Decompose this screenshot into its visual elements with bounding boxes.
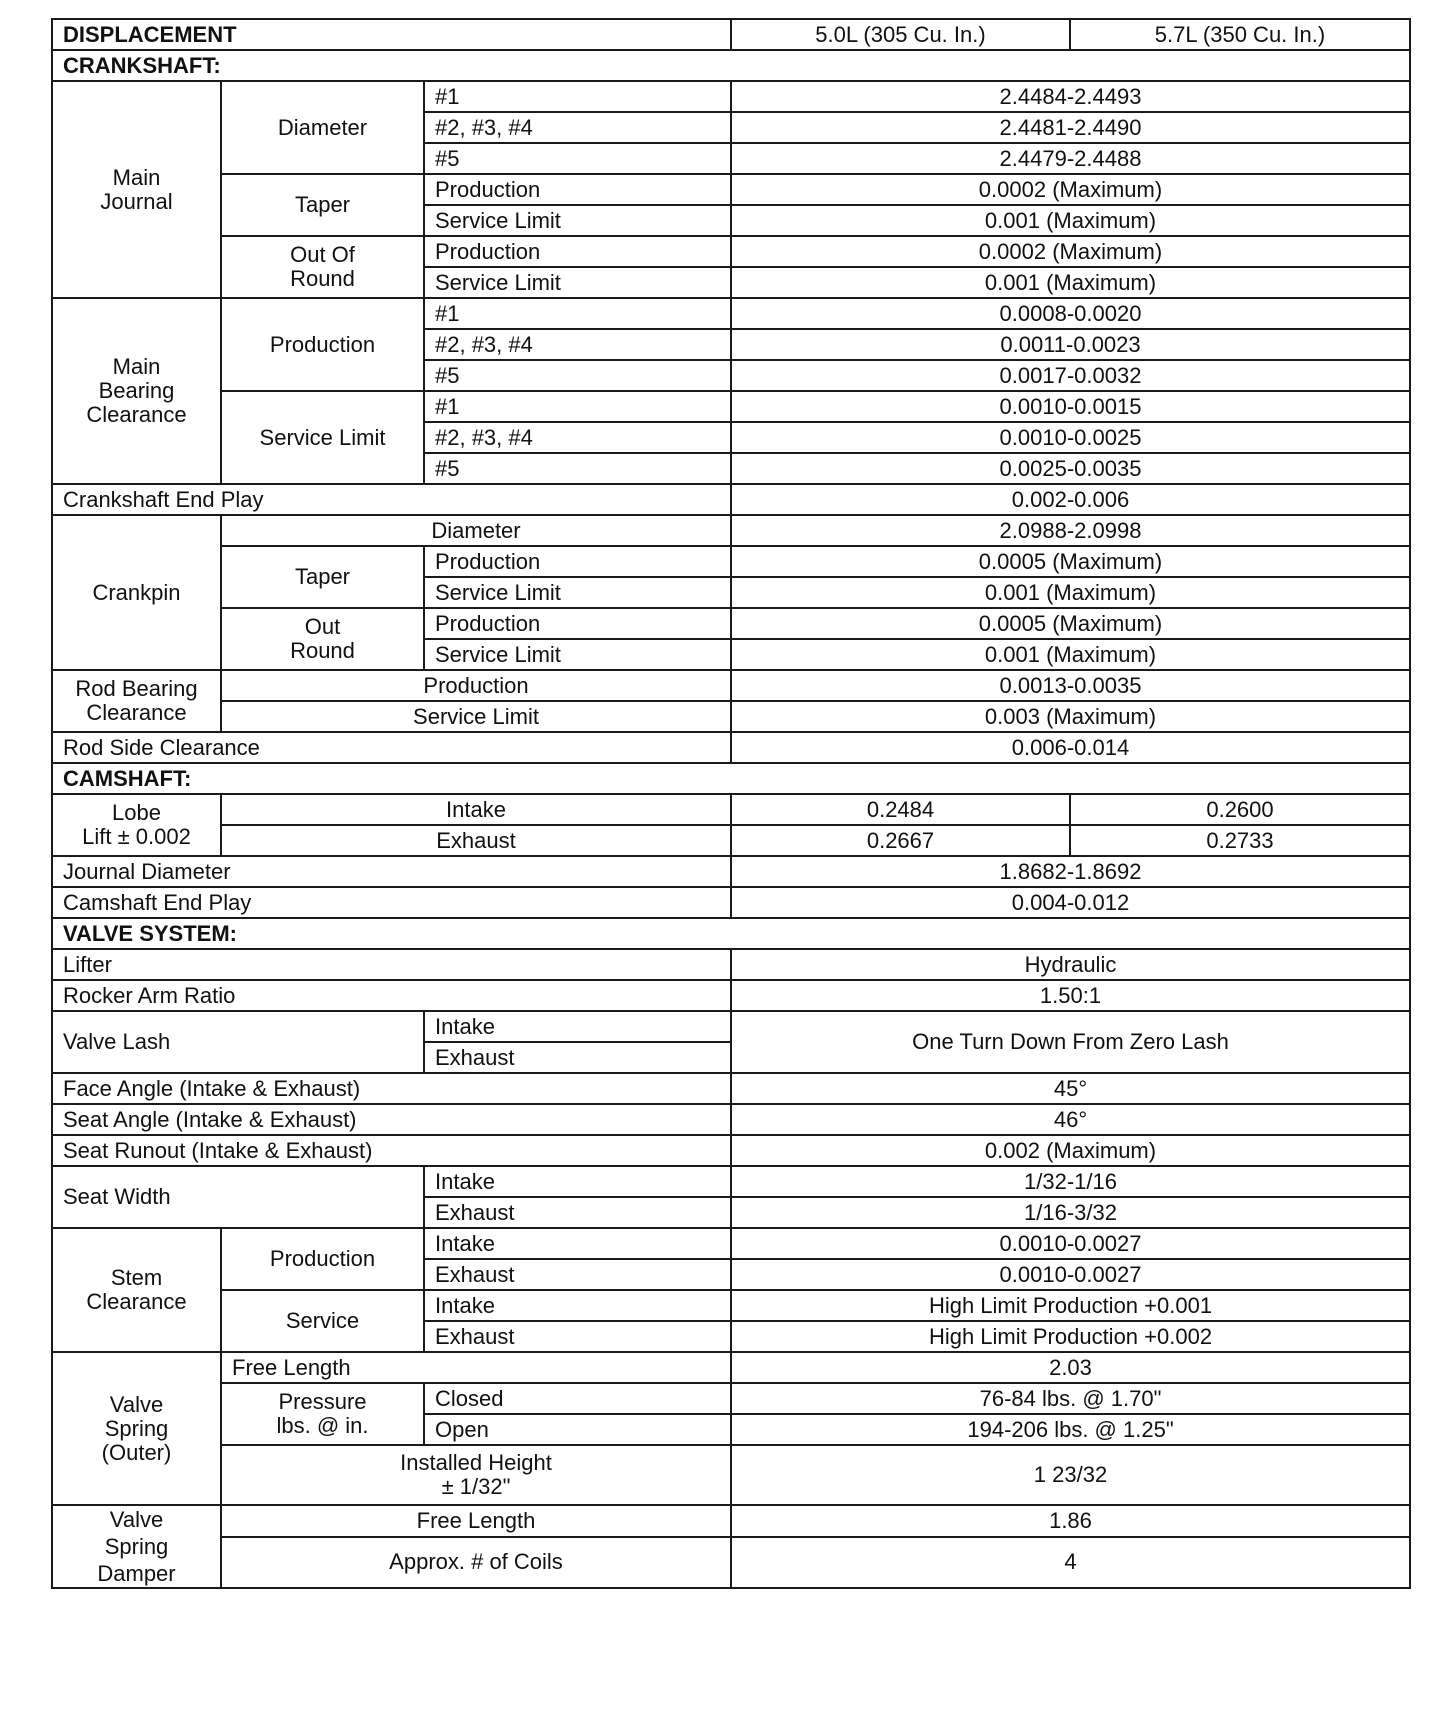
spec-value: 0.004-0.012 (731, 887, 1410, 918)
sub-label: #1 (424, 298, 731, 329)
spec-value: 46° (731, 1104, 1410, 1135)
sub-label: #5 (424, 453, 731, 484)
spec-value: 0.0017-0.0032 (731, 360, 1410, 391)
sub-label: #2, #3, #4 (424, 112, 731, 143)
table-row (52, 1135, 1410, 1166)
rod-side-clearance-label: Rod Side Clearance (52, 732, 731, 763)
crankpin-diameter-label: Diameter (221, 515, 731, 546)
crankpin-taper-label: Taper (221, 546, 424, 608)
spec-value: 76-84 lbs. @ 1.70" (731, 1383, 1410, 1414)
spec-value: 0.0010-0.0027 (731, 1259, 1410, 1290)
section-title-camshaft: CAMSHAFT: (52, 763, 1410, 794)
sub-label: #1 (424, 81, 731, 112)
table-row (52, 980, 1410, 1011)
crankpin-out-round-label: Out Round (221, 608, 424, 670)
sub-label: Exhaust (424, 1259, 731, 1290)
spec-value: High Limit Production +0.002 (731, 1321, 1410, 1352)
installed-height-cell (221, 1445, 731, 1505)
sub-label: #2, #3, #4 (424, 422, 731, 453)
spec-value: 0.003 (Maximum) (731, 701, 1410, 732)
table-row (52, 1011, 1410, 1042)
sub-label: Exhaust (424, 1321, 731, 1352)
coils-label: Approx. # of Coils (221, 1537, 731, 1588)
table-row (52, 515, 1410, 546)
table-row (52, 1537, 1410, 1588)
spec-value: 45° (731, 1073, 1410, 1104)
table-row (52, 236, 1410, 267)
main-bearing-production-label: Production (221, 298, 424, 391)
main-bearing-service-limit-label: Service Limit (221, 391, 424, 484)
table-row (52, 1166, 1410, 1197)
sub-label: Intake (424, 1290, 731, 1321)
rod-bearing-clearance-label: Rod Bearing Clearance (52, 670, 221, 732)
table-row (52, 1352, 1410, 1383)
spec-value: 0.0002 (Maximum) (731, 236, 1410, 267)
sub-label: Open (424, 1414, 731, 1445)
table-row (52, 794, 1410, 825)
engine-specifications-table (51, 18, 1411, 1589)
spec-value: 0.0008-0.0020 (731, 298, 1410, 329)
table-row (52, 1505, 1410, 1537)
damper-free-length-label: Free Length (221, 1505, 731, 1537)
table-row (52, 1104, 1410, 1135)
sub-label: Exhaust (221, 825, 731, 856)
valve-lash-label: Valve Lash (52, 1011, 424, 1073)
spec-value: 0.0025-0.0035 (731, 453, 1410, 484)
spec-value: 0.001 (Maximum) (731, 577, 1410, 608)
spec-value: 1.8682-1.8692 (731, 856, 1410, 887)
lifter-label: Lifter (52, 949, 731, 980)
installed-height-label: Installed Height (400, 1450, 552, 1475)
spec-value: 0.002-0.006 (731, 484, 1410, 515)
stem-production-label: Production (221, 1228, 424, 1290)
spec-value: 0.001 (Maximum) (731, 205, 1410, 236)
sub-label: Production (424, 608, 731, 639)
valve-spring-damper-label: Valve Spring Damper (52, 1505, 221, 1588)
spec-value: 1 23/32 (731, 1445, 1410, 1505)
table-row (52, 81, 1410, 112)
crankpin-label: Crankpin (52, 515, 221, 670)
sub-label: Intake (424, 1011, 731, 1042)
spec-value: 2.03 (731, 1352, 1410, 1383)
spec-value: Hydraulic (731, 949, 1410, 980)
spec-value: 1/32-1/16 (731, 1166, 1410, 1197)
table-row (52, 1290, 1410, 1321)
spec-value: 0.0010-0.0015 (731, 391, 1410, 422)
spec-value: 0.0013-0.0035 (731, 670, 1410, 701)
sub-label: Service Limit (424, 577, 731, 608)
sub-label: #2, #3, #4 (424, 329, 731, 360)
seat-width-label: Seat Width (52, 1166, 424, 1228)
spec-value: High Limit Production +0.001 (731, 1290, 1410, 1321)
sub-label: Service Limit (424, 205, 731, 236)
spec-value: 1.86 (731, 1505, 1410, 1537)
table-row (52, 298, 1410, 329)
seat-angle-label: Seat Angle (Intake & Exhaust) (52, 1104, 731, 1135)
spec-value: One Turn Down From Zero Lash (731, 1011, 1410, 1073)
main-journal-label: Main Journal (52, 81, 221, 298)
table-row (52, 1445, 1410, 1505)
sub-label: #5 (424, 360, 731, 391)
table-row (52, 484, 1410, 515)
journal-diameter-label: Journal Diameter (52, 856, 731, 887)
section-title-valve-system: VALVE SYSTEM: (52, 918, 1410, 949)
table-row (52, 1383, 1410, 1414)
sub-label: Production (424, 236, 731, 267)
table-row (52, 856, 1410, 887)
sub-label: Service Limit (221, 701, 731, 732)
section-title-crankshaft: CRANKSHAFT: (52, 50, 1410, 81)
sub-label: Closed (424, 1383, 731, 1414)
sub-label: Production (221, 670, 731, 701)
spec-value: 0.0010-0.0027 (731, 1228, 1410, 1259)
spec-value: 0.001 (Maximum) (731, 639, 1410, 670)
installed-height-tolerance: ± 1/32" (441, 1474, 511, 1499)
spec-value-5.0l: 0.2667 (731, 825, 1070, 856)
table-row (52, 732, 1410, 763)
table-row (52, 608, 1410, 639)
sub-label: #5 (424, 143, 731, 174)
spec-value: 2.4479-2.4488 (731, 143, 1410, 174)
table-row (52, 1073, 1410, 1104)
spec-value-5.7l: 0.2733 (1070, 825, 1410, 856)
spec-value: 0.001 (Maximum) (731, 267, 1410, 298)
spec-value: 0.0002 (Maximum) (731, 174, 1410, 205)
valve-spring-outer-label: Valve Spring (Outer) (52, 1352, 221, 1505)
crankshaft-end-play-label: Crankshaft End Play (52, 484, 731, 515)
stem-clearance-label: Stem Clearance (52, 1228, 221, 1352)
spec-value: 0.002 (Maximum) (731, 1135, 1410, 1166)
table-row (52, 670, 1410, 701)
sub-label: Production (424, 546, 731, 577)
table-row (52, 174, 1410, 205)
pressure-label: Pressure lbs. @ in. (221, 1383, 424, 1445)
table-row (52, 546, 1410, 577)
sub-label: #1 (424, 391, 731, 422)
spec-value: 2.4484-2.4493 (731, 81, 1410, 112)
free-length-label: Free Length (221, 1352, 731, 1383)
table-row (52, 701, 1410, 732)
stem-service-label: Service (221, 1290, 424, 1352)
face-angle-label: Face Angle (Intake & Exhaust) (52, 1073, 731, 1104)
sub-label: Intake (424, 1166, 731, 1197)
camshaft-end-play-label: Camshaft End Play (52, 887, 731, 918)
displacement-label: DISPLACEMENT (52, 19, 731, 50)
table-row (52, 391, 1410, 422)
spec-value: 2.4481-2.4490 (731, 112, 1410, 143)
column-header-5.0l: 5.0L (305 Cu. In.) (731, 19, 1070, 50)
main-journal-out-of-round-label: Out Of Round (221, 236, 424, 298)
table-header-row (52, 19, 1410, 50)
sub-label: Service Limit (424, 639, 731, 670)
spec-value-5.7l: 0.2600 (1070, 794, 1410, 825)
rocker-arm-ratio-label: Rocker Arm Ratio (52, 980, 731, 1011)
sub-label: Production (424, 174, 731, 205)
table-row (52, 1228, 1410, 1259)
spec-value: 0.0005 (Maximum) (731, 608, 1410, 639)
main-journal-diameter-label: Diameter (221, 81, 424, 174)
sub-label: Exhaust (424, 1197, 731, 1228)
sub-label: Service Limit (424, 267, 731, 298)
spec-value: 1.50:1 (731, 980, 1410, 1011)
main-bearing-clearance-label: Main Bearing Clearance (52, 298, 221, 484)
spec-value-5.0l: 0.2484 (731, 794, 1070, 825)
spec-value: 0.0010-0.0025 (731, 422, 1410, 453)
sub-label: Exhaust (424, 1042, 731, 1073)
sub-label: Intake (424, 1228, 731, 1259)
column-header-5.7l: 5.7L (350 Cu. In.) (1070, 19, 1410, 50)
seat-runout-label: Seat Runout (Intake & Exhaust) (52, 1135, 731, 1166)
spec-value: 0.006-0.014 (731, 732, 1410, 763)
spec-value: 4 (731, 1537, 1410, 1588)
spec-value: 2.0988-2.0998 (731, 515, 1410, 546)
lobe-lift-label: Lobe Lift ± 0.002 (52, 794, 221, 856)
spec-value: 0.0005 (Maximum) (731, 546, 1410, 577)
spec-value: 1/16-3/32 (731, 1197, 1410, 1228)
table-row (52, 825, 1410, 856)
spec-value: 194-206 lbs. @ 1.25" (731, 1414, 1410, 1445)
table-row (52, 887, 1410, 918)
table-row (52, 949, 1410, 980)
sub-label: Intake (221, 794, 731, 825)
main-journal-taper-label: Taper (221, 174, 424, 236)
spec-value: 0.0011-0.0023 (731, 329, 1410, 360)
